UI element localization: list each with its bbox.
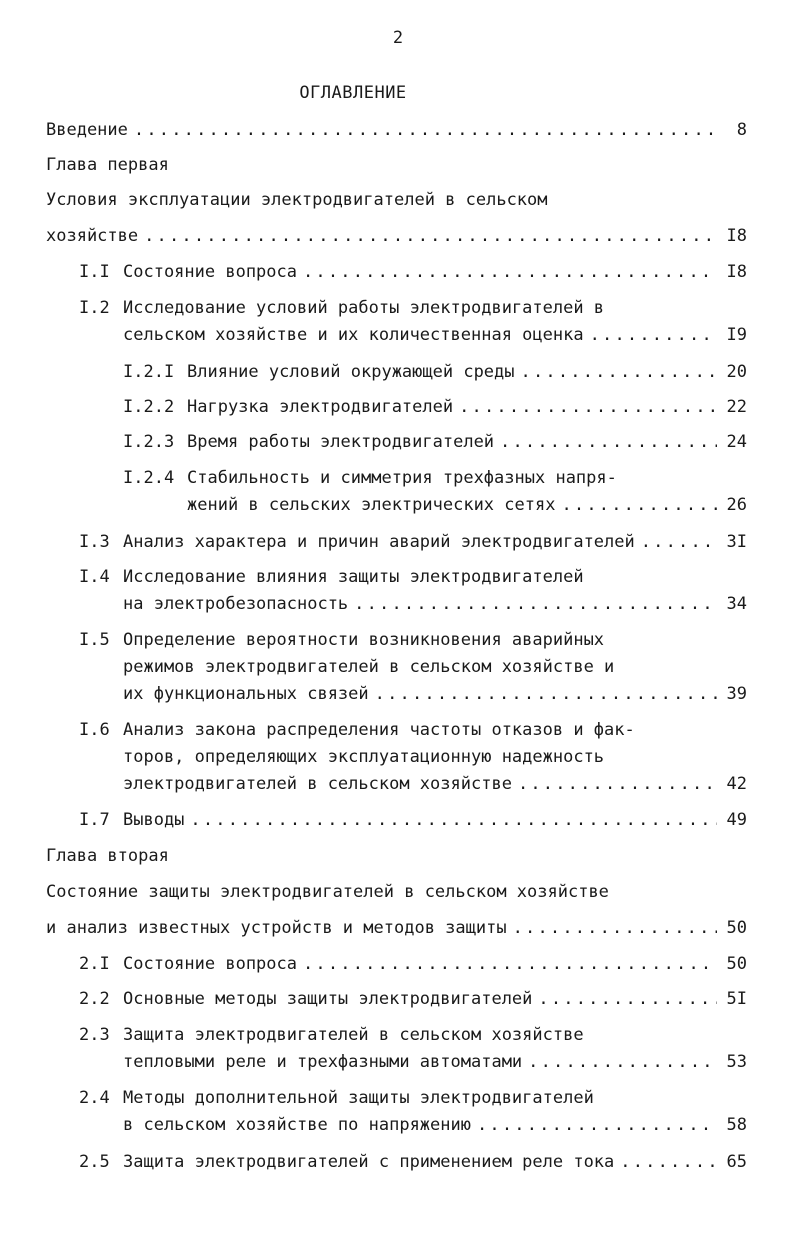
toc-entry-2-1 [79,954,747,980]
chapter-title-text: Условия эксплуатации электродвигателей в сельском [46,190,548,210]
leader-dots [590,325,717,345]
toc-entry-page: 3I [726,532,747,552]
leader-dots [513,918,717,938]
toc-entry-text: Время работы электродвигателей [187,432,495,452]
leader-dots [538,989,717,1009]
toc-entry-page: 8 [736,120,747,140]
toc-entry-1-5-line3 [123,684,747,710]
toc-entry-page: 24 [726,432,747,452]
toc-entry-text: Исследование влияния защиты электродвигателей [123,567,584,587]
toc-entry-text: Стабильность и симметрия трехфазных напря- [187,468,617,488]
toc-entry-text: Защита электродвигателей в сельском хозяйстве [123,1025,584,1045]
toc-entry-page: I8 [726,226,747,246]
toc-entry-2-3-line2 [123,1052,747,1078]
toc-entry-text: Исследование условий работы электродвигателей в [123,298,605,318]
section-number: I.4 [79,567,110,587]
toc-entry-text: их функциональных связей [123,684,369,704]
leader-dots [477,1115,717,1135]
section-number: I.6 [79,720,110,740]
toc-entry-2-3-line1 [79,1025,747,1051]
toc-entry-text: Основные методы защиты электродвигателей [123,989,533,1009]
toc-entry-text: в сельском хозяйстве по напряжению [123,1115,471,1135]
section-number: I.3 [79,532,110,552]
section-number: 2.5 [79,1152,110,1172]
toc-entry-text: Определение вероятности возникновения аварийных [123,630,605,650]
toc-entry-text: сельском хозяйстве и их количественная оценка [123,325,584,345]
toc-entry-1-2-line1 [79,298,747,324]
toc-entry-text: торов, определяющих эксплуатационную надежность [123,747,605,767]
toc-entry-intro [46,120,747,146]
leader-dots [459,397,717,417]
section-number: I.2 [79,298,110,318]
toc-entry-2-4-line2 [123,1115,747,1141]
chapter-label-2 [46,846,747,872]
toc-entry-1-5-line2 [123,657,747,683]
leader-dots [518,774,717,794]
section-number: I.2.2 [123,397,175,417]
chapter-title-1-line2 [46,226,747,252]
toc-entry-page: I8 [726,262,747,282]
chapter-title-2-line1 [46,882,747,908]
leader-dots [190,810,717,830]
toc-entry-text: Состояние вопроса [123,262,297,282]
toc-entry-1-2-2 [123,397,747,423]
toc-entry-1-7 [79,810,747,836]
leader-dots [500,432,717,452]
chapter-title-2-line2 [46,918,747,944]
toc-entry-page: 58 [726,1115,747,1135]
toc-entry-1-6-line3 [123,774,747,800]
section-number: I.5 [79,630,110,650]
chapter-title-text: Состояние защиты электродвигателей в сельском хозяйстве [46,882,609,902]
toc-entry-1-1 [79,262,747,288]
chapter-title-text: и анализ известных устройств и методов защиты [46,918,507,938]
toc-entry-text: жений в сельских электрических сетях [187,495,556,515]
toc-title: ОГЛАВЛЕНИЕ [299,83,407,103]
toc-entry-text: Защита электродвигателей с применением реле тока [123,1152,615,1172]
section-number: I.I [79,262,110,282]
toc-entry-text: тепловыми реле и трехфазными автоматами [123,1052,523,1072]
section-number: 2.4 [79,1088,110,1108]
leader-dots [561,495,717,515]
chapter-label-1 [46,155,747,181]
toc-entry-1-5-line1 [79,630,747,656]
toc-entry-2-4-line1 [79,1088,747,1114]
toc-entry-2-2 [79,989,747,1015]
leader-dots [354,594,717,614]
toc-entry-1-2-1 [123,362,747,388]
leader-dots [521,362,717,382]
toc-entry-page: 42 [726,774,747,794]
toc-entry-text: электродвигателей в сельском хозяйстве [123,774,512,794]
toc-entry-page: 50 [726,954,747,974]
toc-entry-1-3 [79,532,747,558]
leader-dots [303,954,717,974]
leader-dots [375,684,717,704]
toc-entry-page: 34 [726,594,747,614]
toc-entry-1-4-line2 [123,594,747,620]
toc-entry-text: Методы дополнительной защиты электродвигателей [123,1088,594,1108]
toc-entry-page: 20 [726,362,747,382]
toc-entry-page: 5I [726,989,747,1009]
leader-dots [303,262,717,282]
toc-entry-1-6-line2 [123,747,747,773]
toc-entry-text: Введение [46,120,128,140]
toc-entry-text: Нагрузка электродвигателей [187,397,454,417]
leader-dots [641,532,717,552]
toc-entry-page: 26 [726,495,747,515]
toc-entry-page: 49 [726,810,747,830]
toc-entry-1-2-4-line2 [187,495,747,521]
leader-dots [134,120,717,140]
toc-entry-page: 22 [726,397,747,417]
toc-entry-2-5 [79,1152,747,1178]
toc-entry-1-2-3 [123,432,747,458]
toc-entry-text: Состояние вопроса [123,954,297,974]
toc-entry-text: Выводы [123,810,185,830]
chapter-label-text: Глава вторая [46,846,169,866]
toc-entry-1-6-line1 [79,720,747,746]
toc-entry-page: 53 [726,1052,747,1072]
chapter-title-text: хозяйстве [46,226,139,246]
toc-entry-page: I9 [726,325,747,345]
toc-entry-page: 50 [726,918,747,938]
section-number: 2.I [79,954,110,974]
section-number: I.7 [79,810,110,830]
section-number: I.2.I [123,362,175,382]
toc-entry-1-2-4-line1 [123,468,747,494]
leader-dots [528,1052,717,1072]
toc-entry-text: на электробезопасность [123,594,349,614]
toc-entry-page: 65 [726,1152,747,1172]
leader-dots [144,226,717,246]
toc-entry-text: Влияние условий окружающей среды [187,362,515,382]
toc-entry-text: Анализ закона распределения частоты отказов и фак- [123,720,635,740]
leader-dots [620,1152,717,1172]
page-number: 2 [392,28,404,48]
toc-entry-1-2-line2 [123,325,747,351]
toc-entry-text: режимов электродвигателей в сельском хозяйстве и [123,657,615,677]
chapter-title-1-line1 [46,190,747,216]
section-number: 2.3 [79,1025,110,1045]
chapter-label-text: Глава первая [46,155,169,175]
toc-entry-text: Анализ характера и причин аварий электродвигателей [123,532,635,552]
section-number: 2.2 [79,989,110,1009]
section-number: I.2.3 [123,432,175,452]
toc-entry-page: 39 [726,684,747,704]
section-number: I.2.4 [123,468,175,488]
toc-entry-1-4-line1 [79,567,747,593]
